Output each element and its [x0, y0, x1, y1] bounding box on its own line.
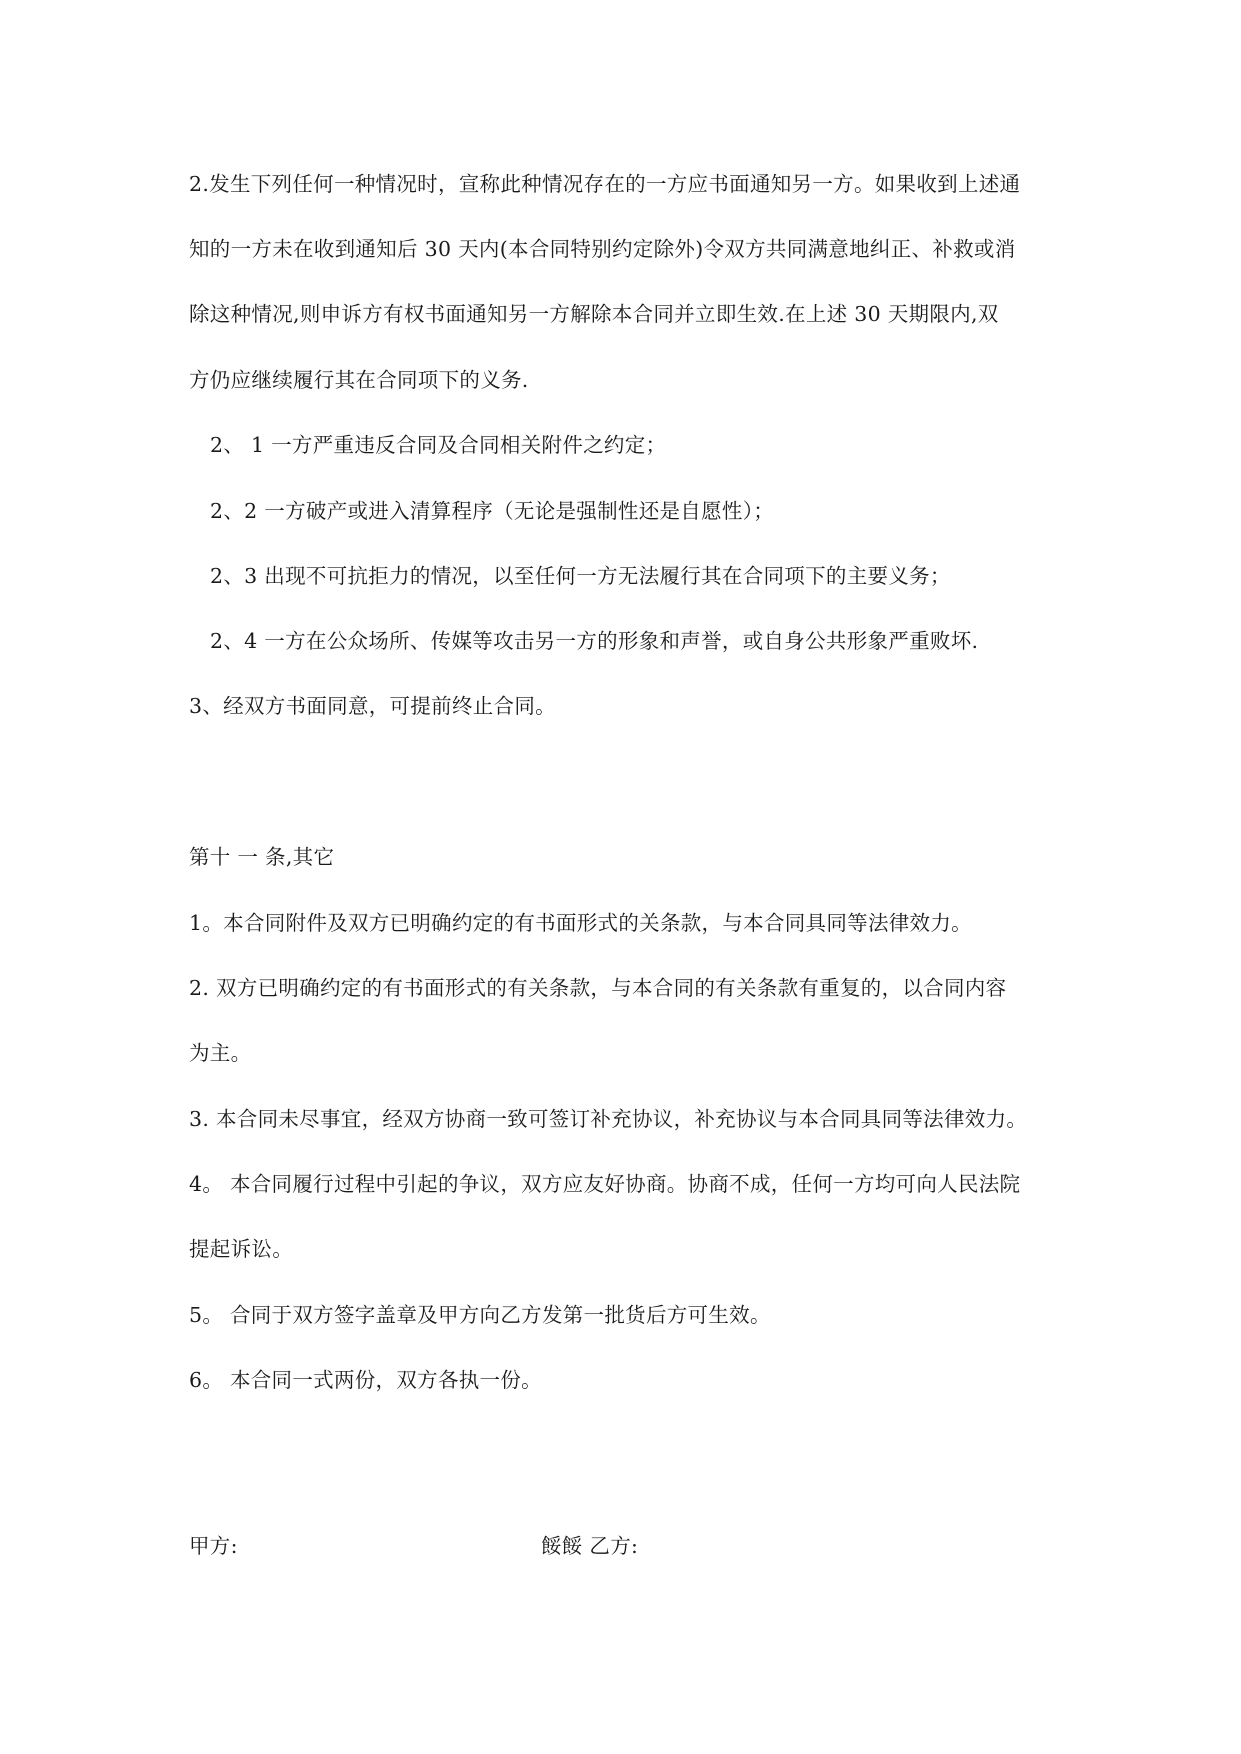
- clause-11-item-1: 1。本合同附件及双方已明确约定的有书面形式的关条款，与本合同具同等法律效力。: [189, 911, 972, 935]
- clause-11-item-2-line-2: 为主。: [189, 1041, 252, 1065]
- clause-11-item-6: 6。 本合同一式两份，双方各执一份。: [189, 1368, 542, 1392]
- clause-10-para-3: 3、经双方书面同意，可提前终止合同。: [189, 694, 556, 718]
- clause-10-sub-item-2-1: 2、 1 一方严重违反合同及合同相关附件之约定；: [210, 433, 667, 457]
- clause-10-para-2-line-3: 除这种情况,则申诉方有权书面通知另一方解除本合同并立即生效.在上述 30 天期限内,双: [189, 302, 999, 326]
- clause-11-item-4-line-1: 4。 本合同履行过程中引起的争议，双方应友好协商。协商不成，任何一方均可向人民法院: [189, 1172, 1021, 1196]
- clause-10-para-2-line-4: 方仍应继续履行其在合同项下的义务.: [189, 368, 529, 392]
- party-b-label: 餒餒 乙方:: [541, 1534, 639, 1558]
- clause-11-heading: 第十 一 条,其它: [189, 845, 335, 869]
- clause-11-item-2-line-1: 2. 双方已明确约定的有书面形式的有关条款，与本合同的有关条款有重复的，以合同内容: [189, 976, 1007, 1000]
- clause-11-item-3: 3. 本合同未尽事宜，经双方协商一致可签订补充协议，补充协议与本合同具同等法律效力。: [189, 1107, 1028, 1131]
- clause-10-para-2-line-1: 2.发生下列任何一种情况时，宣称此种情况存在的一方应书面通知另一方。如果收到上述通: [189, 172, 1021, 196]
- clause-10-sub-item-2-4: 2、4 一方在公众场所、传媒等攻击另一方的形象和声誉，或自身公共形象严重败坏.: [210, 629, 979, 653]
- clause-11-item-4-line-2: 提起诉讼。: [189, 1237, 293, 1261]
- clause-10-sub-item-2-3: 2、3 出现不可抗拒力的情况，以至任何一方无法履行其在合同项下的主要义务；: [210, 564, 951, 588]
- clause-10-para-2-line-2: 知的一方未在收到通知后 30 天内(本合同特别约定除外)令双方共同满意地纠正、补救或消: [189, 237, 1016, 261]
- clause-10-sub-item-2-2: 2、2 一方破产或进入清算程序（无论是强制性还是自愿性）；: [210, 499, 775, 523]
- party-a-label: 甲方:: [189, 1534, 238, 1558]
- clause-11-item-5: 5。 合同于双方签字盖章及甲方向乙方发第一批货后方可生效。: [189, 1303, 771, 1327]
